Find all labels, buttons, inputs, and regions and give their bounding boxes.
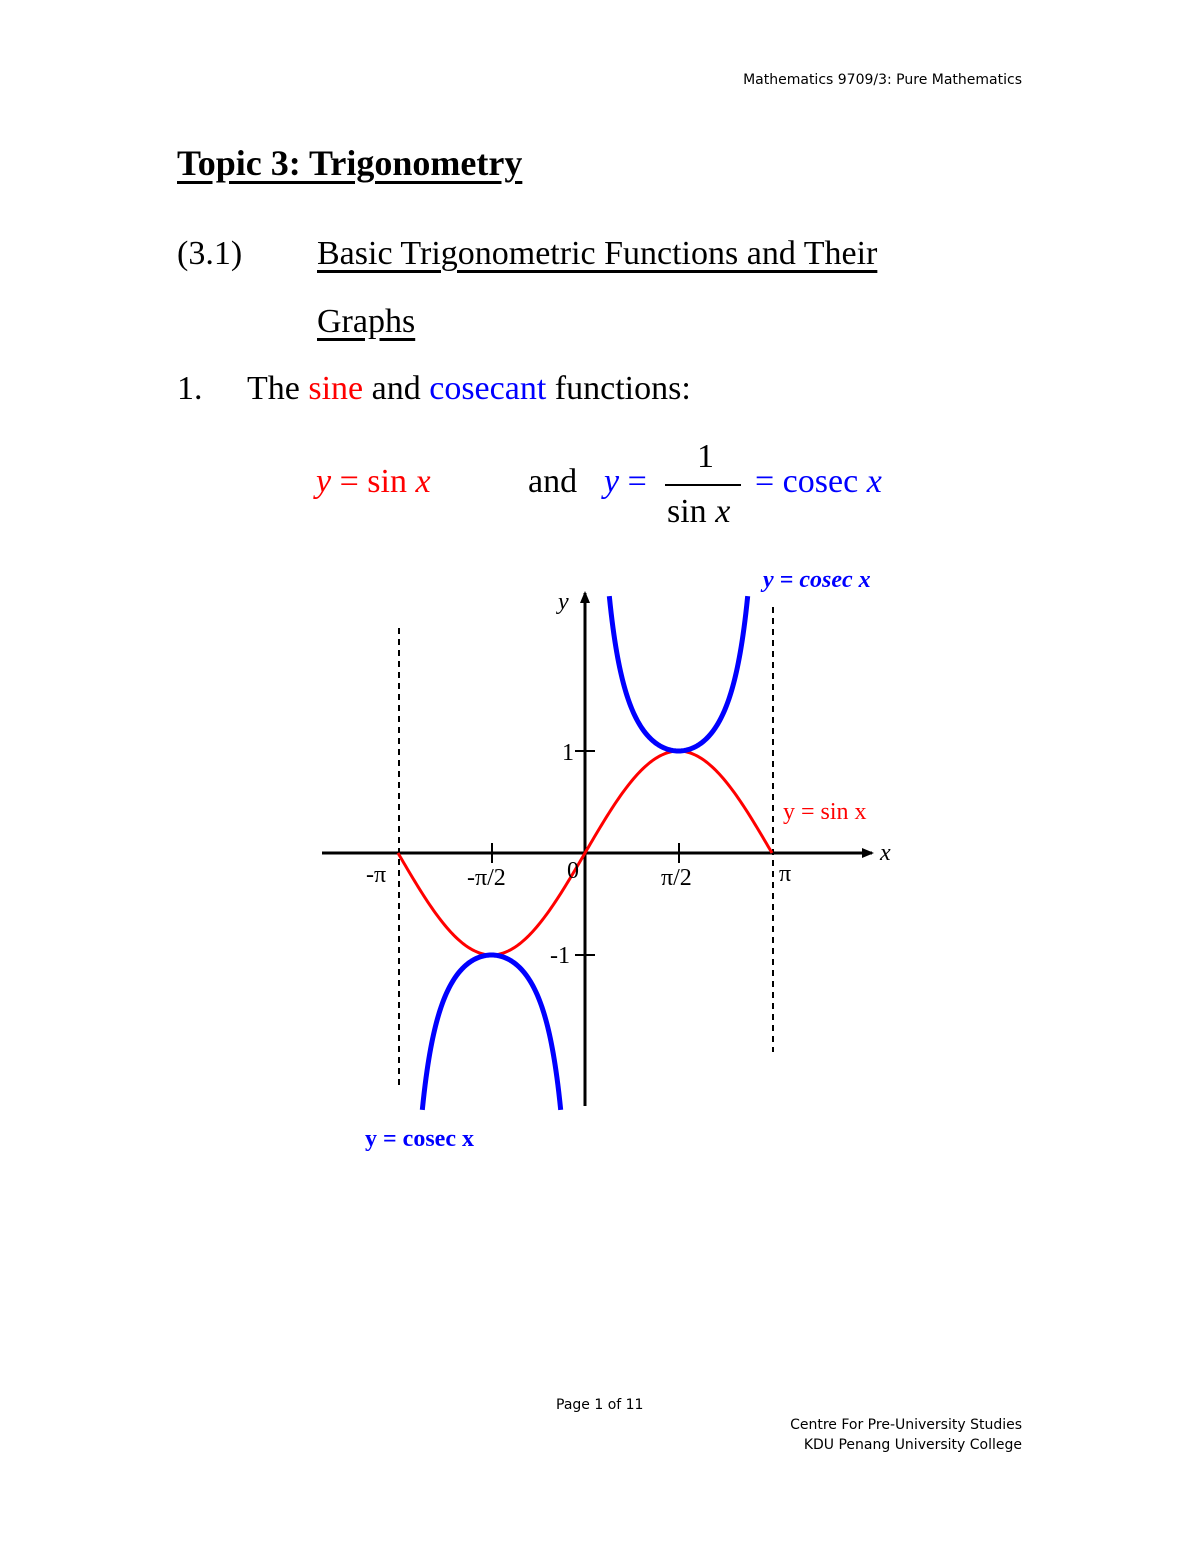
sin-formula-rhs: = sin: [339, 463, 407, 500]
word-cosecant: cosecant: [429, 370, 547, 407]
sin-label: y = sin x: [783, 799, 867, 825]
section-title-line2: Graphs: [317, 303, 416, 340]
sin-formula-lhs: y: [316, 463, 332, 500]
cosec-rhs-text: = cosec: [755, 463, 859, 500]
x-tick-zero: 0: [567, 858, 579, 884]
page-title: Topic 3: Trigonometry: [177, 143, 523, 183]
fraction-numerator: 1: [697, 438, 714, 475]
section-title-line1: Basic Trigonometric Functions and Their: [317, 235, 878, 272]
page-number: Page 1 of 11: [556, 1397, 644, 1413]
cosec-curve-negative: [422, 955, 560, 1110]
cosec-rhs-var: x: [866, 463, 882, 500]
y-tick-1: 1: [562, 740, 574, 766]
formula-connector: and: [528, 463, 578, 500]
y-tick-neg-1: -1: [550, 943, 570, 969]
denominator-func: sin: [667, 493, 707, 530]
word-functions: functions:: [554, 370, 691, 407]
denominator-var: x: [715, 493, 731, 530]
word-the: The: [247, 370, 300, 407]
x-tick-neg-pi: -π: [366, 862, 387, 888]
org-line2: KDU Penang University College: [803, 1437, 1022, 1453]
y-axis-label: y: [558, 589, 569, 615]
x-axis-label: x: [880, 840, 891, 866]
section-number: (3.1): [177, 235, 243, 272]
cosec-label-top: y = cosec x: [763, 567, 871, 593]
x-tick-neg-half-pi: -π/2: [467, 865, 506, 891]
x-tick-half-pi: π/2: [661, 865, 692, 891]
word-and: and: [371, 370, 421, 407]
sin-formula-var: x: [415, 463, 431, 500]
course-header: Mathematics 9709/3: Pure Mathematics: [743, 72, 1022, 88]
item-number: 1.: [177, 370, 203, 407]
cosec-lhs-var: y: [604, 463, 620, 500]
cosec-lhs-eq: =: [627, 463, 647, 500]
x-tick-pi: π: [779, 861, 792, 887]
cosec-label-bottom: y = cosec x: [365, 1126, 474, 1152]
word-sine: sine: [308, 370, 364, 407]
org-line1: Centre For Pre-University Studies: [790, 1417, 1022, 1433]
cosec-curve-positive: [609, 596, 747, 751]
